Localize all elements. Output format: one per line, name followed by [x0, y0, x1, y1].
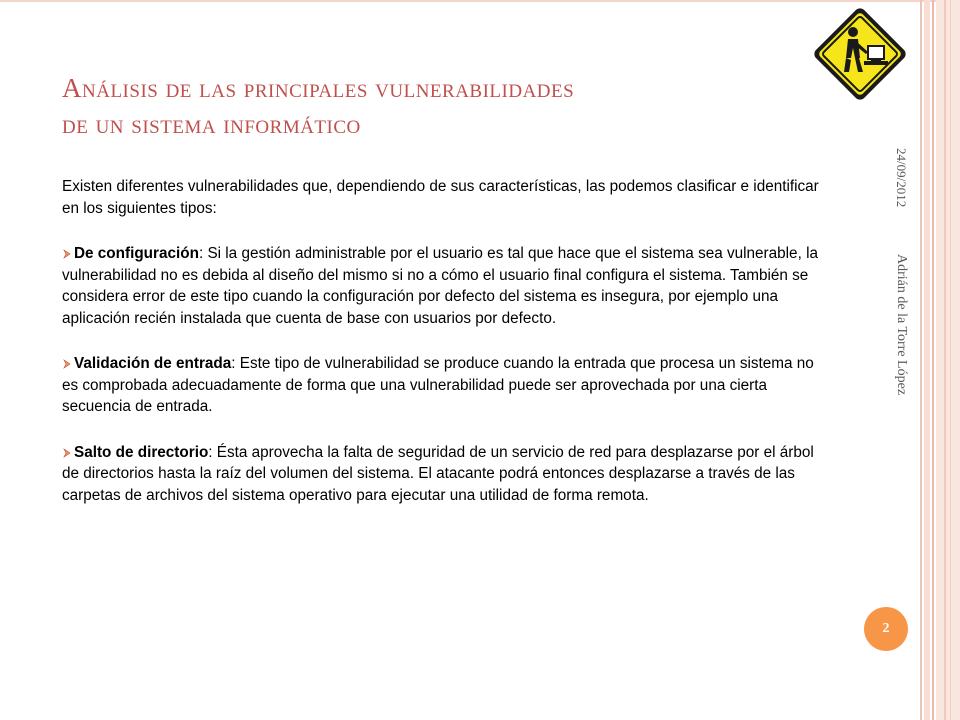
title-line-2: de un sistema informático	[62, 109, 361, 139]
list-item	[62, 243, 832, 329]
decor-stripe	[944, 0, 946, 720]
item-text: Si la gestión administrable por el usuario es tal que hace que el sistema sea vulnerable, la vulnerabilidad no es debida al diseño del mismo si no a cómo el usuario final configura el sistema. También se considera error de este tipo cuando la configuración por defecto del sistema es insegura, por ejemplo una aplicación recién instalada que cuenta de base con usuarios por defecto.	[62, 245, 818, 327]
item-term: Validación de entrada	[74, 355, 232, 372]
slide-body	[62, 176, 832, 530]
item-separator: :	[231, 355, 240, 372]
arrow-bullet-icon	[62, 359, 72, 369]
title-line-1: Análisis de las principales vulnerabilidades	[62, 73, 575, 103]
item-text: Este tipo de vulnerabilidad se produce cuando la entrada que procesa un sistema no es comprobada adecuadamente de forma que una vulnerabilidad puede ser aprovechada por una cierta secuencia de entrada.	[62, 355, 814, 415]
slide-author: Adrián de la Torre López	[894, 254, 909, 396]
slide-date: 24/09/2012	[894, 148, 909, 208]
list-item	[62, 442, 832, 507]
arrow-bullet-icon	[62, 448, 72, 458]
decor-stripe	[950, 0, 951, 720]
construction-sign-icon	[808, 2, 912, 106]
item-separator: :	[198, 245, 208, 262]
item-separator: :	[208, 443, 217, 461]
arrow-bullet-icon	[62, 249, 72, 259]
intro-paragraph: Existen diferentes vulnerabilidades que, dependiendo de sus características, las podemos clasificar e identificar en los siguientes tipos:	[62, 178, 819, 217]
item-term: Salto de directorio	[74, 443, 209, 461]
decor-stripe	[920, 0, 922, 720]
decor-stripe	[936, 0, 960, 720]
page-number-badge: 2	[864, 607, 908, 651]
list-item	[62, 353, 832, 418]
slide-title	[62, 70, 822, 142]
item-term: De configuración	[74, 245, 199, 262]
decor-stripe	[924, 0, 930, 720]
decor-stripe	[932, 0, 934, 720]
item-text: Ésta aprovecha la falta de seguridad de un servicio de red para desplazarse por el árbol de directorios hasta la raíz del volumen del sistema. El atacante podrá entonces desplazarse a través de las carpetas de archivos del sistema operativo para ejecutar una utilidad de forma remota.	[62, 443, 814, 504]
